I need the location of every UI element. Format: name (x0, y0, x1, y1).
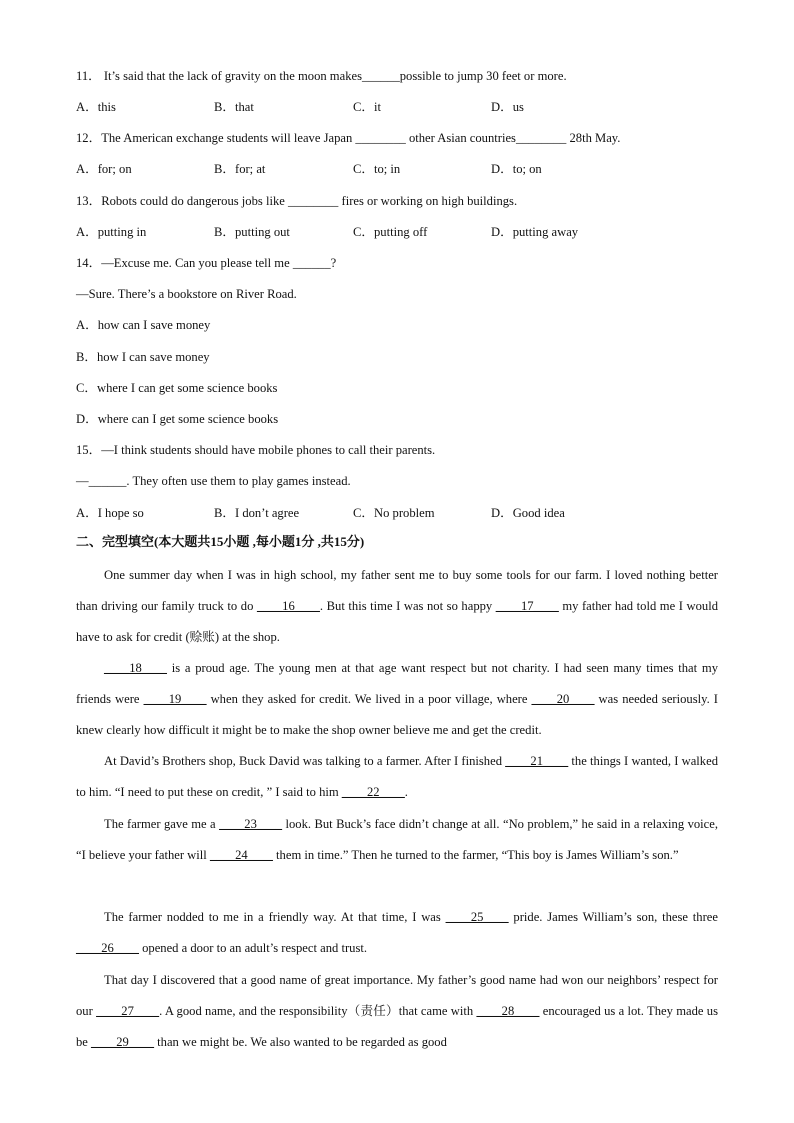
question-14-option-d[interactable]: D．where can I get some science books (76, 412, 279, 426)
passage-text: . (404, 785, 408, 800)
passage-paragraph-4 (76, 809, 718, 871)
question-15-stem: 15．—I think students should have mobile phones to call their parents. (76, 443, 436, 457)
question-13-option-c[interactable]: C．putting off (353, 225, 428, 239)
passage-text: opened a door to an adult’s respect and trust. (138, 941, 367, 956)
passage-text: when they asked for credit. We lived in a poor village, where (206, 692, 532, 707)
question-11-stem: 11． It’s said that the lack of gravity on the moon makes______possible to jump 30 feet or more. (76, 69, 567, 83)
blank-20[interactable]: ____20____ (531, 692, 595, 707)
question-13-stem: 13．Robots could do dangerous jobs like ________ fires or working on high buildings. (76, 194, 518, 208)
question-14-option-b[interactable]: B．how I can save money (76, 350, 210, 364)
question-12-option-a[interactable]: A．for; on (76, 162, 132, 176)
question-13-option-d[interactable]: D．putting away (491, 225, 579, 239)
question-13-option-b[interactable]: B．putting out (214, 225, 290, 239)
passage-text: encouraged us a lot. They made us be (76, 1004, 719, 1050)
passage-text: my father had told me I would have to ask for credit (赊账) at the shop. (76, 599, 718, 645)
blank-23[interactable]: ____23____ (219, 817, 283, 831)
passage-text: the things I wanted, I walked to him. “I need to put these on credit, ” I said to him (76, 754, 718, 800)
passage-paragraph-2 (76, 653, 718, 746)
blank-19[interactable]: ____19____ (143, 692, 207, 707)
question-15-option-b[interactable]: B．I don’t agree (214, 506, 300, 520)
blank-29[interactable]: ____29____ (91, 1035, 155, 1050)
passage-text: One summer day when I was in high school, my father sent me to buy some tools for our farm. I loved nothing better than driving our family truck to do (76, 568, 718, 614)
question-15-option-d[interactable]: D．Good idea (491, 506, 565, 520)
question-13-option-a[interactable]: A．putting in (76, 225, 147, 239)
passage-paragraph-1 (76, 560, 718, 653)
passage-text: The farmer nodded to me in a friendly way. At that time, I was (104, 910, 446, 924)
question-12-option-b[interactable]: B．for; at (214, 162, 266, 176)
section-heading: 二、完型填空(本大题共15小题 ,每小题1分 ,共15分) (76, 534, 365, 549)
question-11-option-c[interactable]: C．it (353, 100, 381, 114)
passage-text: them in time.” Then he turned to the farmer, “This boy is James William’s son.” (272, 848, 679, 863)
passage-paragraph-3 (76, 746, 718, 808)
question-15-option-a[interactable]: A．I hope so (76, 506, 144, 520)
question-14-stem: 14．—Excuse me. Can you please tell me ______? (76, 256, 337, 270)
passage-text: The farmer gave me a (104, 817, 220, 831)
blank-17[interactable]: ____17____ (495, 599, 559, 614)
blank-27[interactable]: ____27____ (96, 1004, 160, 1019)
passage-text: was needed seriously. I knew clearly how difficult it might be to make the shop owner believe me and get the credit. (76, 692, 718, 738)
passage-text: is a proud age. The young men at that age want respect but not charity. I had seen many times that my friends were (76, 661, 718, 707)
passage-text: than we might be. We also wanted to be regarded as good (154, 1035, 447, 1050)
question-14-reply: —Sure. There’s a bookstore on River Road. (76, 287, 297, 301)
blank-24[interactable]: ____24____ (209, 848, 273, 863)
question-14-option-c[interactable]: C．where I can get some science books (76, 381, 278, 395)
passage-paragraph-5 (76, 902, 718, 964)
question-12-stem: 12．The American exchange students will leave Japan ________ other Asian countries________ 28th May. (76, 131, 621, 145)
blank-22[interactable]: ____22____ (341, 785, 405, 800)
passage-text: . But this time I was not so happy (319, 599, 496, 614)
blank-28[interactable]: ____28____ (476, 1004, 540, 1019)
passage-text: look. But Buck’s face didn’t change at all. “No problem,” he said in a relaxing voice, “I believe your father will (76, 817, 718, 863)
question-12-option-c[interactable]: C．to; in (353, 162, 401, 176)
blank-16[interactable]: ____16____ (256, 599, 320, 614)
question-15-reply: —______. They often use them to play games instead. (76, 474, 351, 488)
passage-text: At David’s Brothers shop, Buck David was talking to a farmer. After I finished (104, 754, 506, 768)
question-11-option-b[interactable]: B．that (214, 100, 254, 114)
question-11-option-d[interactable]: D．us (491, 100, 524, 114)
question-12-option-d[interactable]: D．to; on (491, 162, 542, 176)
blank-18[interactable]: ____18____ (104, 661, 167, 675)
passage-paragraph-6 (76, 965, 718, 1058)
question-15-option-c[interactable]: C．No problem (353, 506, 435, 520)
question-14-option-a[interactable]: A．how can I save money (76, 318, 211, 332)
blank-25[interactable]: ____25____ (445, 910, 509, 924)
blank-26[interactable]: ____26____ (76, 941, 139, 956)
passage-text: . A good name, and the responsibility（责任）that came with (159, 1004, 477, 1019)
passage-text: pride. James William’s son, these three (508, 910, 718, 924)
blank-21[interactable]: ____21____ (505, 754, 569, 768)
question-11-option-a[interactable]: A．this (76, 100, 116, 114)
passage-text: That day I discovered that a good name of great importance. My father’s good name had won our neighbors’ respect for our (76, 973, 718, 1019)
